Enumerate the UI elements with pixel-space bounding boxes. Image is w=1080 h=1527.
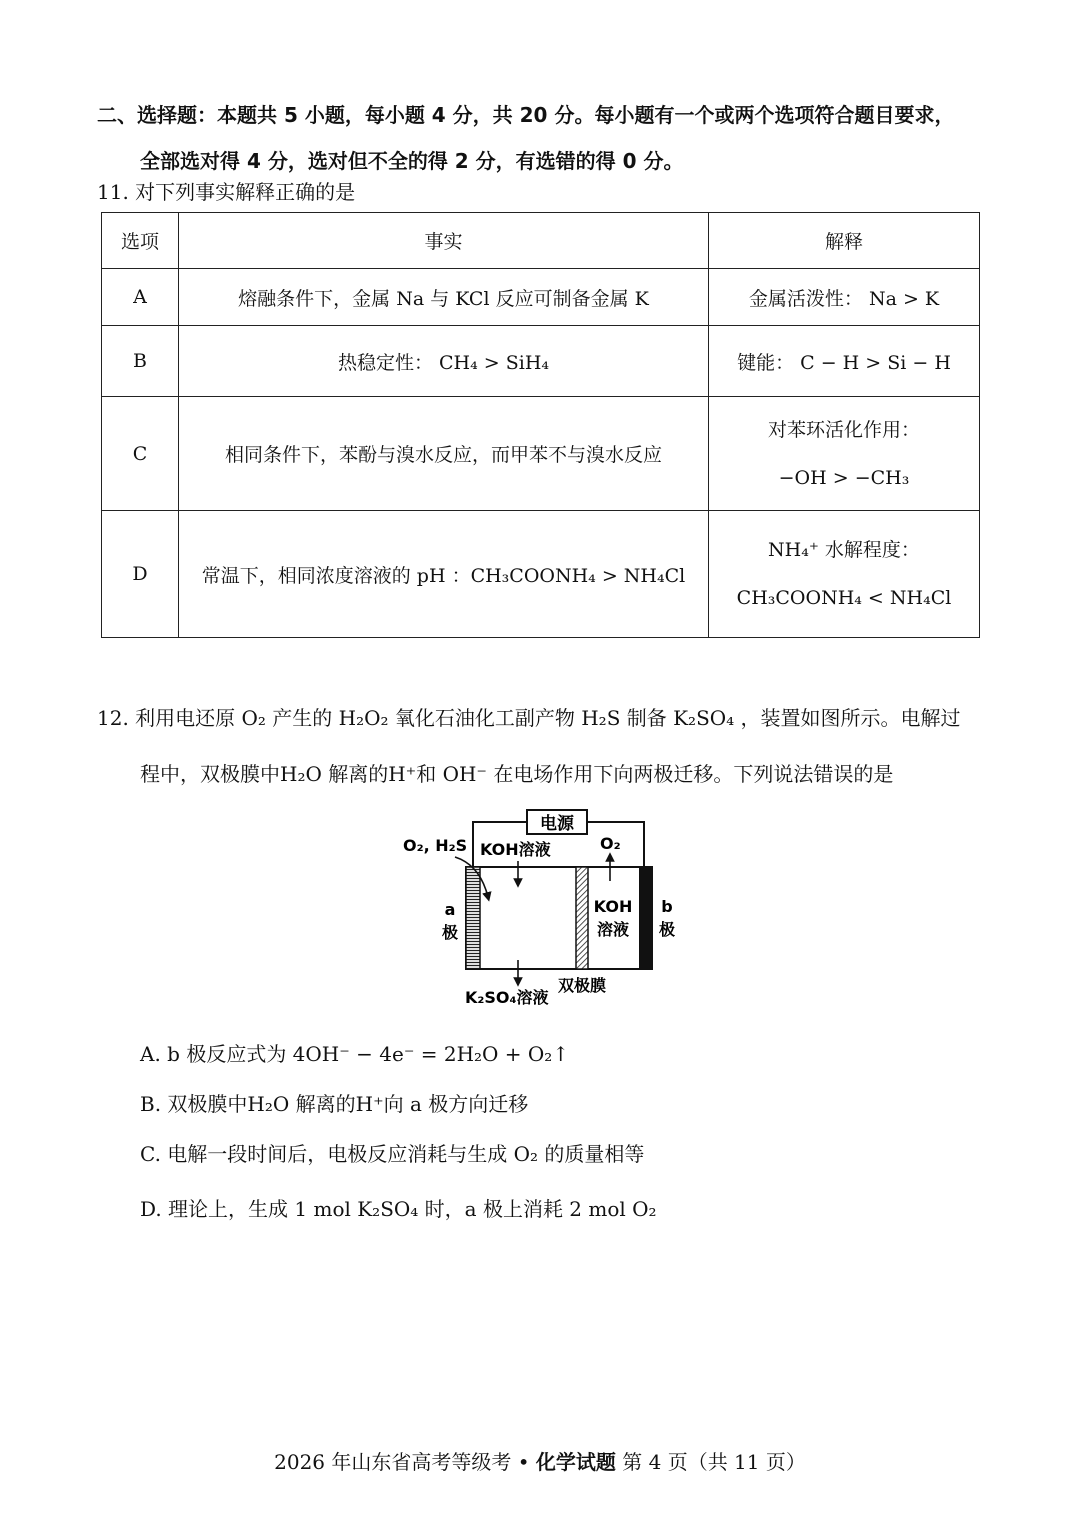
membrane-label: 双极膜 — [558, 976, 607, 995]
row-option: B — [102, 326, 179, 397]
cell-body — [466, 867, 652, 969]
b-label-1: b — [661, 897, 673, 916]
o2-out-label: O₂ — [600, 834, 621, 853]
row-option: D — [102, 511, 179, 638]
question-12-stem — [97, 690, 997, 802]
row-explanation — [709, 397, 980, 511]
koh-right-label-1: KOH — [593, 897, 633, 916]
row-fact: 相同条件下，苯酚与溴水反应，而甲苯不与溴水反应 — [179, 397, 709, 511]
row-option: C — [102, 397, 179, 511]
row-fact: 热稳定性： CH₄ > SiH₄ — [179, 326, 709, 397]
option-c: C. 电解一段时间后，电极反应消耗与生成 O₂ 的质量相等 — [140, 1142, 645, 1166]
table-row — [102, 326, 980, 397]
footer-page-number: 第 4 页（共 11 页） — [615, 1450, 806, 1474]
section-heading-line1: 二、选择题：本题共 5 小题，每小题 4 分，共 20 分。每小题有一个或两个选项符合题目要求， — [97, 103, 955, 127]
electrolysis-diagram — [400, 805, 690, 1015]
b-label-2: 极 — [658, 920, 676, 939]
koh-right-label-2: 溶液 — [596, 920, 630, 939]
row-explanation: 键能： C − H > Si − H — [709, 326, 980, 397]
koh-top-label: KOH溶液 — [480, 840, 551, 859]
option-b: B. 双极膜中H₂O 解离的H⁺向 a 极方向迁移 — [140, 1092, 529, 1116]
section-heading-line2: 全部选对得 4 分，选对但不全的得 2 分，有选错的得 0 分。 — [140, 149, 684, 173]
row-fact: 常温下，相同浓度溶液的 pH ：CH₃COONH₄ > NH₄Cl — [179, 511, 709, 638]
row-explanation: 金属活泼性： Na > K — [709, 269, 980, 326]
row-explanation-line2: −OH > −CH₃ — [778, 466, 910, 489]
option-d: D. 理论上，生成 1 mol K₂SO₄ 时，a 极上消耗 2 mol O₂ — [140, 1197, 657, 1221]
electrode-a — [466, 867, 480, 969]
section-heading — [97, 92, 997, 184]
table-row — [102, 511, 980, 638]
electrode-b — [639, 867, 652, 969]
header-fact: 事实 — [179, 213, 709, 269]
power-source-label: 电源 — [540, 814, 574, 834]
row-explanation-line1: NH₄⁺ 水解程度： — [768, 539, 920, 561]
question-11-table — [101, 212, 980, 638]
page-footer — [0, 1446, 1080, 1475]
table-header-row — [102, 213, 980, 269]
footer-exam-name: 2026 年山东省高考等级考 • — [274, 1450, 536, 1474]
a-label-1: a — [444, 900, 456, 919]
option-a: A. b 极反应式为 4OH⁻ − 4e⁻ = 2H₂O + O₂↑ — [140, 1042, 570, 1066]
row-explanation-line2: CH₃COONH₄ < NH₄Cl — [736, 587, 952, 609]
table-row — [102, 269, 980, 326]
inlet-left-label: O₂, H₂S — [403, 836, 468, 855]
question-12-line2: 程中，双极膜中H₂O 解离的H⁺和 OH⁻ 在电场作用下向两极迁移。下列说法错误的是 — [140, 762, 894, 786]
bipolar-membrane — [576, 867, 588, 969]
a-label-2: 极 — [441, 923, 459, 942]
header-option: 选项 — [102, 213, 179, 269]
footer-subject: 化学试题 — [535, 1450, 616, 1474]
row-fact: 熔融条件下，金属 Na 与 KCl 反应可制备金属 K — [179, 269, 709, 326]
row-explanation-line1: 对苯环活化作用： — [767, 418, 920, 441]
row-option: A — [102, 269, 179, 326]
question-11-stem: 11. 对下列事实解释正确的是 — [97, 180, 356, 204]
question-12-line1: 12. 利用电还原 O₂ 产生的 H₂O₂ 氧化石油化工副产物 H₂S 制备 K₂SO₄ ，装置如图所示。电解过 — [97, 706, 961, 730]
table-row — [102, 397, 980, 511]
k2so4-out-label: K₂SO₄溶液 — [465, 988, 549, 1007]
row-explanation — [709, 511, 980, 638]
header-explanation: 解释 — [709, 213, 980, 269]
